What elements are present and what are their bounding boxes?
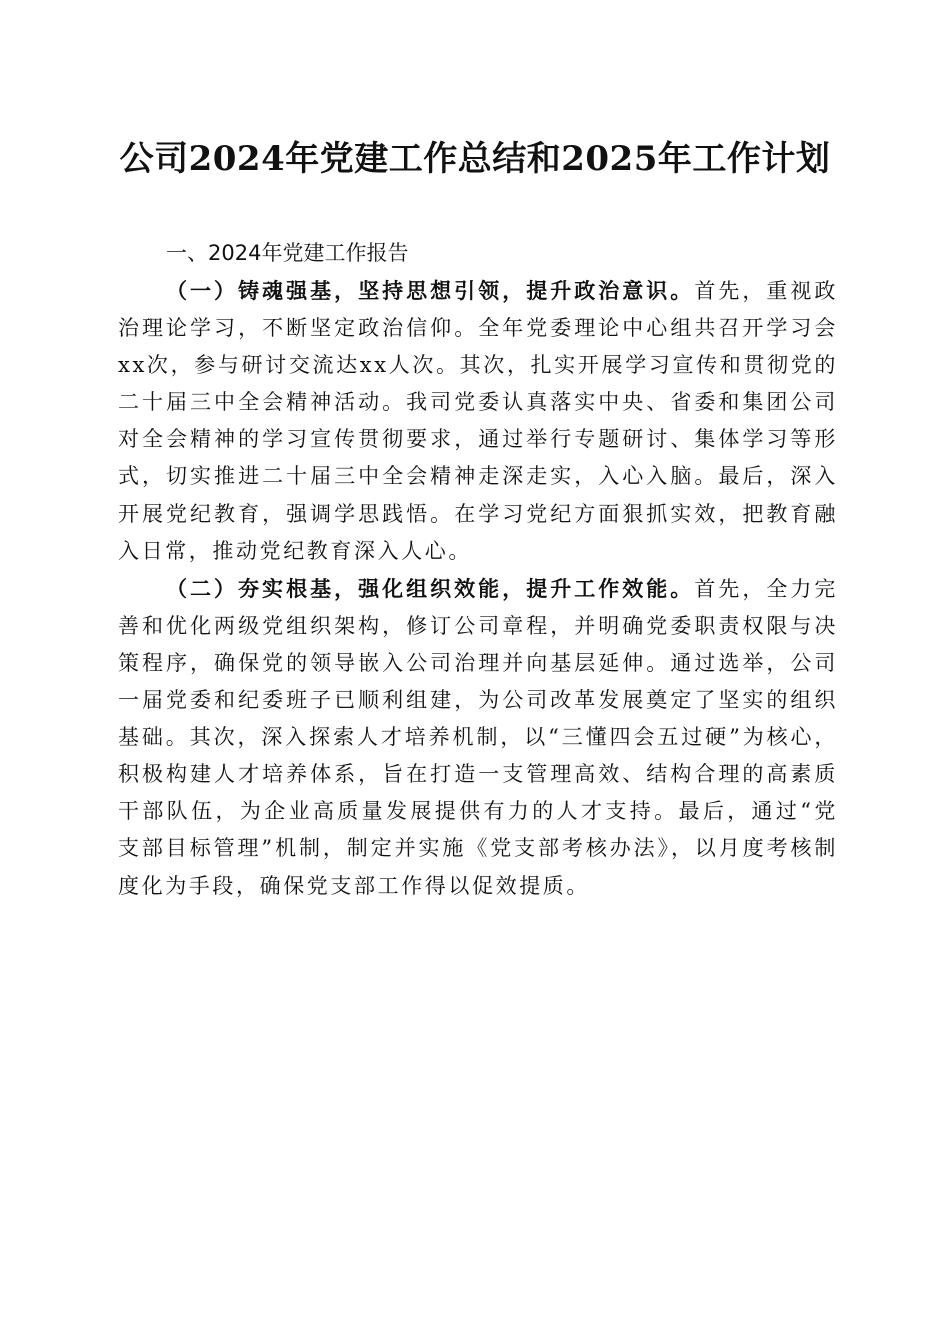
paragraph-2-lead: （二）夯实根基，强化组织效能，提升工作效能。 xyxy=(166,575,695,601)
paragraph-2-body: 首先，全力完善和优化两级党组织架构，修订公司章程，并明确党委职责权限与决策程序，确保党的领导嵌入公司治理并向基层延伸。通过选举，公司一届党委和纪委班子已顺利组建，为公司改革发展奠定了坚实的组织基础。其次，深入探索人才培养机制，以“三懂四会五过硬”为核心，积极构建人才培养体系，旨在打造一支管理高效、结构合理的高素质干部队伍，为企业高质量发展提供有力的人才支持。最后，通过“党支部目标管理”机制，制定并实施《党支部考核办法》，以月度考核制度化为手段，确保党支部工作得以促效提质。 xyxy=(118,576,838,898)
document-title: 公司2024年党建工作总结和2025年工作计划 xyxy=(119,139,831,179)
paragraph-1 xyxy=(118,272,838,570)
section-heading: 一、2024年党建工作报告 xyxy=(166,241,409,265)
paragraph-1-body: 首先，重视政治理论学习，不断坚定政治信仰。全年党委理论中心组共召开学习会xx次，参与研讨交流达xx人次。其次，扎实开展学习宣传和贯彻党的二十届三中全会精神活动。我司党委认真落实中央、省委和集团公司对全会精神的学习宣传贯彻要求，通过举行专题研讨、集体学习等形式，切实推进二十届三中全会精神走深走实，入心入脑。最后，深入开展党纪教育，强调学思践悟。在学习党纪方面狠抓实效，把教育融入日常，推动党纪教育深入人心。 xyxy=(118,279,838,563)
paragraph-2 xyxy=(118,570,838,905)
paragraph-1-lead: （一）铸魂强基，坚持思想引领，提升政治意识。 xyxy=(166,278,695,303)
document-body xyxy=(118,236,838,905)
